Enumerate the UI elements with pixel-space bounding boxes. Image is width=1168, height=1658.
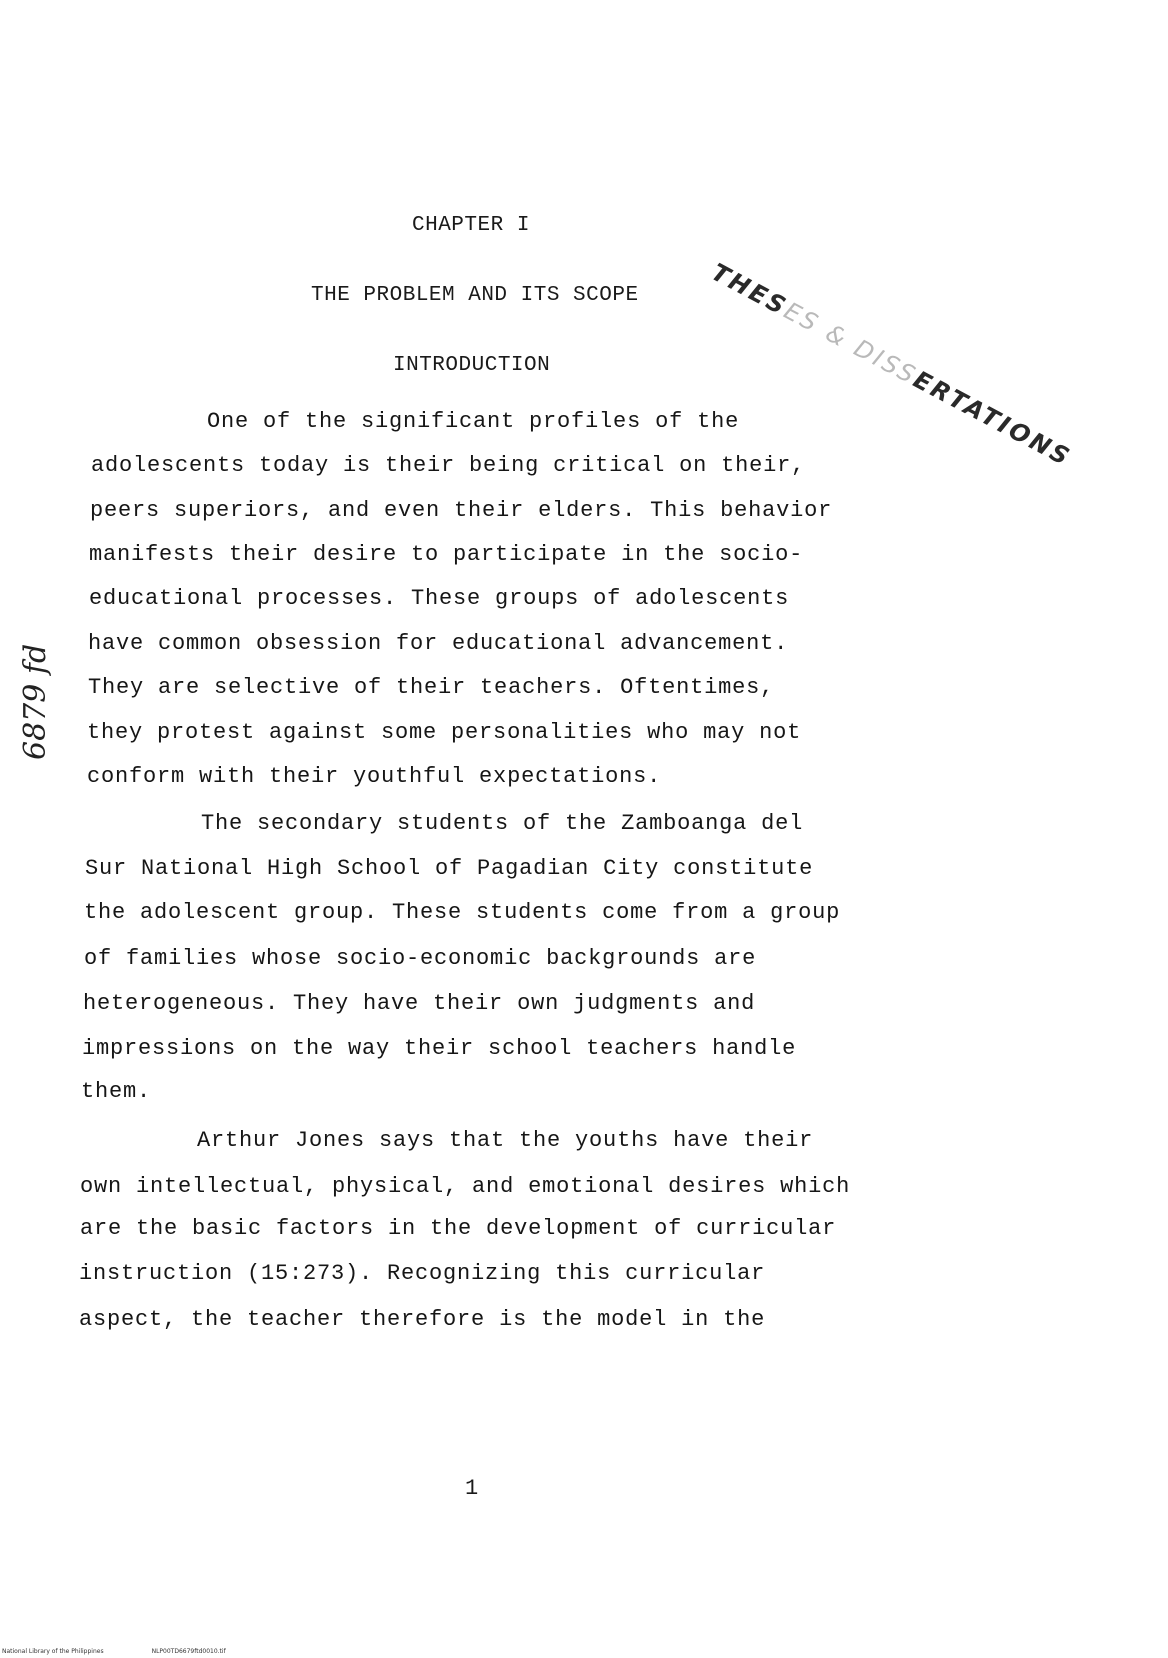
- body-line: have common obsession for educational advancement.: [88, 631, 789, 656]
- footer-filename: NLP00TD6679ftd0010.tif: [151, 1648, 226, 1655]
- stamp-text-part1: THES: [706, 258, 793, 322]
- body-line: they protest against some personalities who may not: [87, 720, 802, 745]
- chapter-heading: CHAPTER I: [412, 214, 530, 237]
- body-line: conform with their youthful expectations.: [87, 764, 662, 789]
- stamp-text-part2: ERTATIONS: [908, 365, 1077, 473]
- body-line: Sur National High School of Pagadian City constitute: [85, 856, 814, 881]
- body-line: The secondary students of the Zamboanga del: [201, 811, 804, 836]
- footer-library: National Library of the Philippines: [2, 1648, 104, 1655]
- body-line: They are selective of their teachers. Oftentimes,: [88, 675, 775, 700]
- stamp-text-faded: ES & DISS: [779, 296, 922, 391]
- body-line: instruction (15:273). Recognizing this curricular: [79, 1261, 766, 1286]
- body-line: peers superiors, and even their elders. This behavior: [90, 498, 833, 523]
- section-heading: INTRODUCTION: [393, 354, 551, 377]
- body-line: impressions on the way their school teachers handle: [82, 1036, 797, 1061]
- theses-dissertations-stamp: [706, 258, 1077, 473]
- body-line: own intellectual, physical, and emotional desires which: [80, 1174, 851, 1199]
- chapter-title: THE PROBLEM AND ITS SCOPE: [311, 284, 639, 307]
- body-line: aspect, the teacher therefore is the model in the: [79, 1307, 766, 1332]
- body-line: of families whose socio-economic backgrounds are: [84, 946, 757, 971]
- page-number: 1: [465, 1476, 479, 1501]
- body-line: One of the significant profiles of the: [207, 409, 740, 434]
- body-line: are the basic factors in the development of curricular: [80, 1216, 837, 1241]
- scan-footer: [2, 1648, 226, 1655]
- body-line: adolescents today is their being critical on their,: [91, 453, 806, 478]
- body-line: the adolescent group. These students come from a group: [84, 900, 841, 925]
- handwritten-margin-note: 6879 fd: [18, 643, 53, 760]
- body-line: them.: [81, 1079, 152, 1104]
- body-line: Arthur Jones says that the youths have their: [197, 1128, 814, 1153]
- body-line: heterogeneous. They have their own judgments and: [83, 991, 756, 1016]
- body-line: manifests their desire to participate in the socio-: [89, 542, 804, 567]
- body-line: educational processes. These groups of adolescents: [89, 586, 790, 611]
